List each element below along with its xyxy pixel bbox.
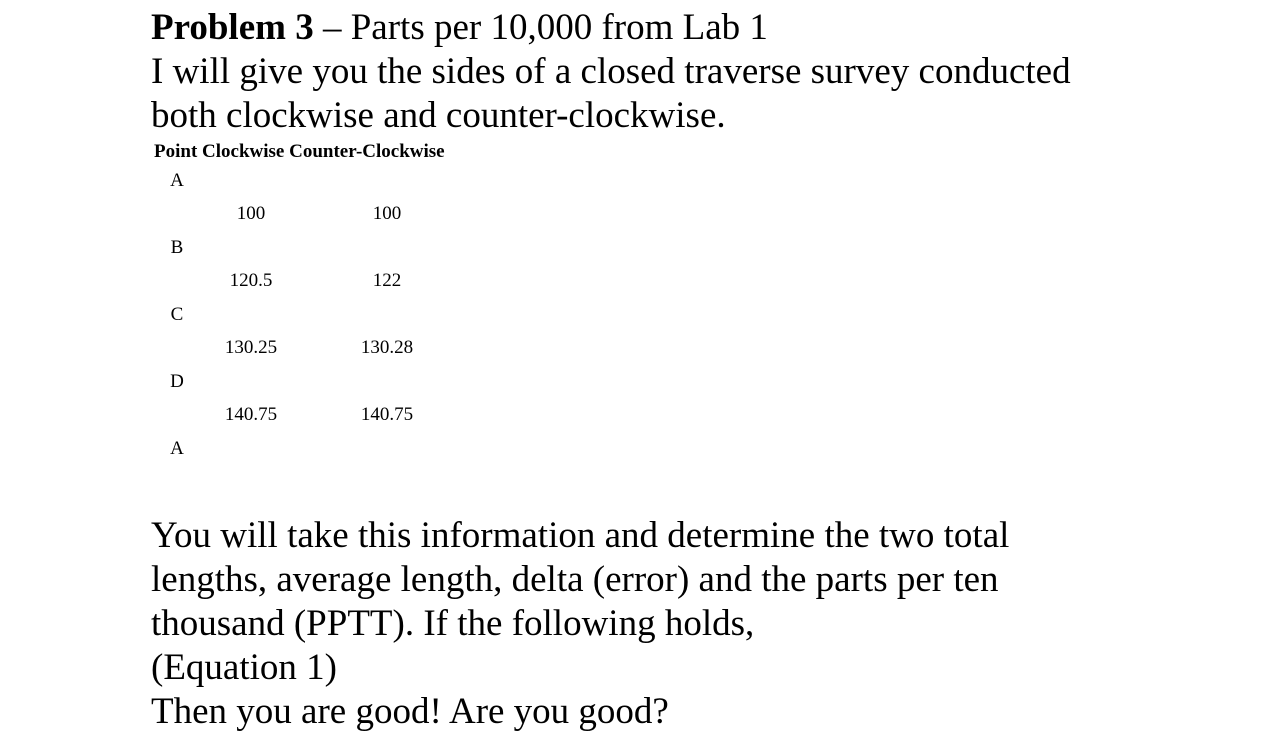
intro-line: both clockwise and counter-clockwise.	[151, 95, 726, 136]
point-label: D	[170, 371, 184, 392]
clockwise-value: 100	[236, 203, 266, 224]
equation-reference: (Equation 1)	[151, 647, 337, 688]
counter-clockwise-value: 130.28	[360, 337, 414, 358]
intro-line: I will give you the sides of a closed traverse survey conducted	[151, 51, 1071, 92]
point-label: A	[170, 170, 184, 191]
counter-clockwise-value: 140.75	[360, 404, 414, 425]
instructions-line: Then you are good! Are you good?	[151, 691, 669, 732]
instructions-paragraph	[151, 514, 1151, 734]
counter-clockwise-value: 122	[372, 270, 402, 291]
clockwise-value: 120.5	[229, 270, 273, 291]
problem-heading: Parts per 10,000 from Lab 1	[350, 7, 768, 48]
clockwise-value: 140.75	[224, 404, 278, 425]
intro-paragraph	[151, 50, 1151, 138]
point-label: A	[170, 438, 184, 459]
point-label: C	[170, 304, 184, 325]
instructions-line: You will take this information and determine the two total	[151, 515, 1010, 556]
table-header: Point Clockwise Counter-Clockwise	[154, 141, 445, 162]
problem-label: Problem 3	[151, 7, 314, 48]
title-separator: –	[313, 7, 351, 48]
instructions-line: lengths, average length, delta (error) and the parts per ten	[151, 559, 999, 600]
counter-clockwise-value: 100	[372, 203, 402, 224]
clockwise-value: 130.25	[224, 337, 278, 358]
instructions-line: thousand (PPTT). If the following holds,	[151, 603, 755, 644]
problem-title	[151, 6, 768, 50]
point-label: B	[170, 237, 184, 258]
